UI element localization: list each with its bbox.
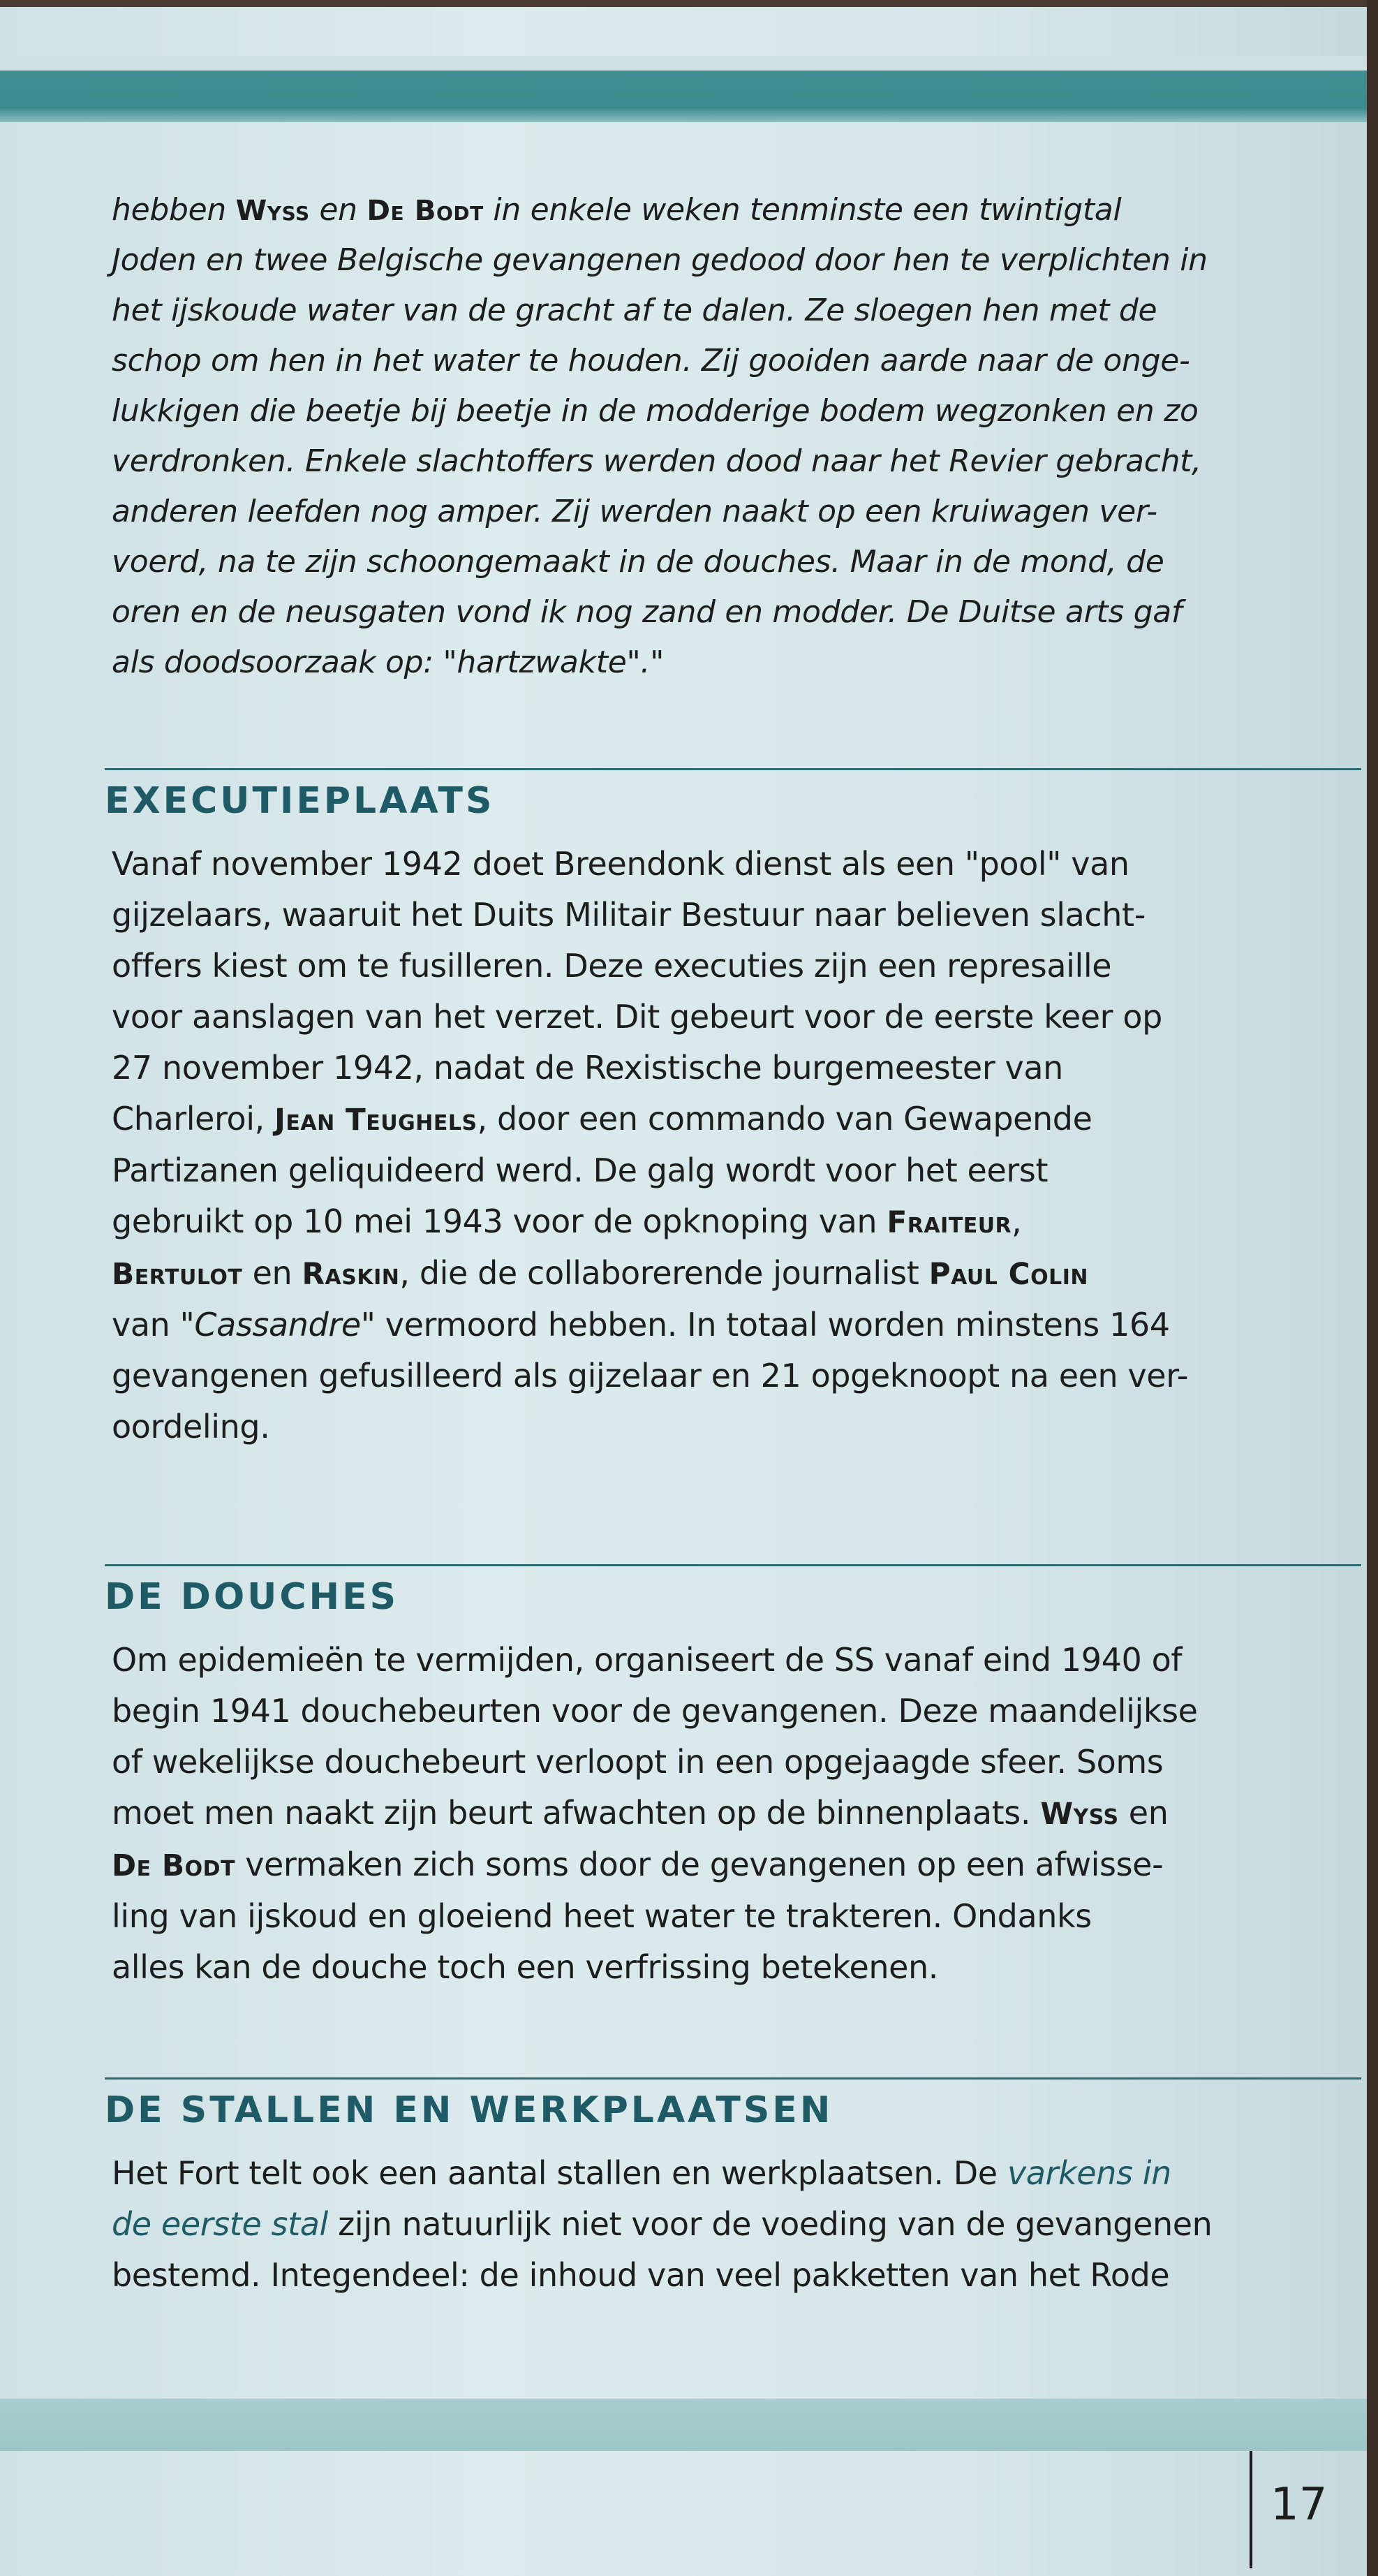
photo-frame-top — [0, 0, 1378, 7]
name-small-caps: Jean Teughels — [274, 1103, 477, 1137]
text-run: gevangenen gefusilleerd als gijzelaar en 21 opgeknoopt na een ver- — [112, 1357, 1188, 1394]
text-run: Om epidemieën te vermijden, organiseert de SS vanaf eind 1940 of — [112, 1641, 1183, 1679]
section-heading: DE DOUCHES — [105, 1576, 399, 1618]
text-line — [112, 845, 1129, 883]
text-line — [112, 544, 1164, 580]
text-line — [112, 1794, 1168, 1832]
text-run: oordeling. — [112, 1408, 270, 1445]
text-line — [112, 1743, 1163, 1781]
photo-frame-right — [1367, 0, 1378, 2576]
text-run: gebruikt op 10 mei 1943 voor de opknoping van — [112, 1202, 887, 1240]
text-line — [112, 242, 1208, 278]
page-number-divider — [1250, 2451, 1252, 2568]
text-run: Vanaf november 1942 doet Breendonk dienst als een "pool" van — [112, 845, 1129, 883]
text-run: hebben — [112, 192, 236, 228]
text-run: of wekelijkse douchebeurt verloopt in een opgejaagde sfeer. Soms — [112, 1743, 1164, 1781]
text-run: voor aanslagen van het verzet. Dit gebeurt voor de eerste keer op — [112, 998, 1162, 1036]
text-run: ling van ijskoud en gloeiend heet water te trakteren. Ondanks — [112, 1897, 1092, 1935]
text-run: moet men naakt zijn beurt afwachten op de binnenplaats. — [112, 1794, 1041, 1832]
text-line — [112, 1846, 1163, 1883]
name-small-caps: Paul Colin — [928, 1257, 1089, 1291]
text-line — [112, 1306, 1170, 1344]
text-run: oren en de neusgaten vond ik nog zand en modder. De Duitse arts gaf — [112, 594, 1183, 630]
text-run: Charleroi, — [112, 1100, 275, 1138]
text-run: gijzelaars, waaruit het Duits Militair Bestuur naar believen slacht- — [112, 896, 1146, 934]
name-small-caps: Raskin — [302, 1257, 400, 1291]
text-run: offers kiest om te fusilleren. Deze executies zijn een represaille — [112, 947, 1112, 985]
text-line — [112, 393, 1199, 429]
text-run: , — [1012, 1202, 1022, 1240]
text-line — [112, 947, 1111, 985]
section-de-douches — [105, 1564, 1361, 1993]
section-rule — [105, 768, 1361, 770]
text-line — [112, 192, 1121, 228]
name-small-caps: De Bodt — [112, 1848, 235, 1883]
text-line — [112, 1049, 1063, 1087]
text-line — [112, 896, 1146, 934]
text-run: Partizanen geliquideerd werd. De galg wordt voor het eerst — [112, 1151, 1049, 1189]
section-de-stallen — [105, 2077, 1361, 2301]
text-line — [112, 2154, 1171, 2192]
intro-quote — [112, 185, 1229, 688]
page-number-box — [1250, 2451, 1367, 2568]
text-line — [112, 998, 1162, 1036]
text-line — [112, 645, 664, 680]
section-heading: EXECUTIEPLAATS — [105, 780, 495, 822]
text-run: lukkigen die beetje bij beetje in de modderige bodem wegzonken en zo — [112, 393, 1199, 429]
bottom-teal-band — [0, 2399, 1367, 2451]
page-number: 17 — [1270, 2479, 1328, 2531]
text-run: Joden en twee Belgische gevangenen gedood door hen te verplichten in — [112, 242, 1208, 278]
section-paragraph — [112, 2148, 1361, 2301]
text-line — [112, 2205, 1212, 2243]
section-paragraph — [112, 839, 1361, 1452]
text-run: 27 november 1942, nadat de Rexistische burgemeester van — [112, 1049, 1063, 1087]
name-small-caps: Bertulot — [112, 1257, 243, 1291]
name-small-caps: Fraiteur — [887, 1205, 1012, 1239]
text-run: en — [309, 192, 367, 228]
text-line — [112, 1641, 1182, 1679]
text-line — [112, 594, 1182, 630]
section-heading: DE STALLEN EN WERKPLAATSEN — [105, 2089, 834, 2131]
text-run: en — [242, 1254, 302, 1292]
text-run: zijn natuurlijk niet voor de voeding van de gevangenen — [327, 2205, 1213, 2243]
text-run: , die de collaborerende journalist — [399, 1254, 929, 1292]
text-line — [112, 494, 1157, 529]
text-run: voerd, na te zijn schoongemaakt in de douches. Maar in de mond, de — [112, 544, 1164, 580]
text-run: alles kan de douche toch een verfrissing betekenen. — [112, 1948, 939, 1986]
text-line — [112, 1100, 1092, 1138]
text-run: anderen leefden nog amper. Zij werden naakt op een kruiwagen ver- — [112, 494, 1157, 529]
link-text: de eerste stal — [112, 2205, 328, 2243]
text-line — [112, 1692, 1198, 1730]
text-run: in enkele weken tenminste een twintigtal — [483, 192, 1122, 228]
text-run: schop om hen in het water te houden. Zij gooiden aarde naar de onge- — [112, 343, 1190, 378]
text-line — [112, 343, 1190, 378]
text-run: vermaken zich soms door de gevangenen op een afwisse- — [235, 1846, 1164, 1883]
section-rule — [105, 1564, 1361, 1566]
text-line — [112, 1897, 1092, 1935]
text-line — [112, 1408, 269, 1445]
text-line — [112, 1151, 1048, 1189]
text-line — [112, 1948, 938, 1986]
text-line — [112, 293, 1157, 328]
text-run: van " — [112, 1306, 195, 1344]
name-small-caps: Wyss — [235, 193, 310, 227]
title-italic: Cassandre — [194, 1306, 361, 1344]
text-run: " vermoord hebben. In totaal worden minstens 164 — [360, 1306, 1170, 1344]
text-run: als doodsoorzaak op: "hartzwakte"." — [112, 645, 665, 680]
section-executieplaats — [105, 768, 1361, 1452]
text-run: het ijskoude water van de gracht af te dalen. Ze sloegen hen met de — [112, 293, 1157, 328]
text-line — [112, 1202, 1021, 1240]
top-teal-band — [0, 56, 1367, 122]
text-line — [112, 1357, 1188, 1394]
text-run: en — [1118, 1794, 1169, 1832]
intro-paragraph — [112, 185, 1229, 688]
text-run: verdronken. Enkele slachtoffers werden dood naar het Revier gebracht, — [112, 443, 1201, 479]
text-run: Het Fort telt ook een aantal stallen en werkplaatsen. De — [112, 2154, 1007, 2192]
text-line — [112, 1254, 1088, 1292]
name-small-caps: Wyss — [1040, 1797, 1119, 1831]
text-line — [112, 2256, 1169, 2294]
section-paragraph — [112, 1635, 1361, 1993]
link-text: varkens in — [1007, 2154, 1171, 2192]
text-run: bestemd. Integendeel: de inhoud van veel pakketten van het Rode — [112, 2256, 1170, 2294]
section-rule — [105, 2077, 1361, 2080]
name-small-caps: De Bodt — [366, 193, 484, 227]
text-line — [112, 443, 1201, 479]
text-run: begin 1941 douchebeurten voor de gevangenen. Deze maandelijkse — [112, 1692, 1198, 1730]
text-run: , door een commando van Gewapende — [477, 1100, 1092, 1138]
